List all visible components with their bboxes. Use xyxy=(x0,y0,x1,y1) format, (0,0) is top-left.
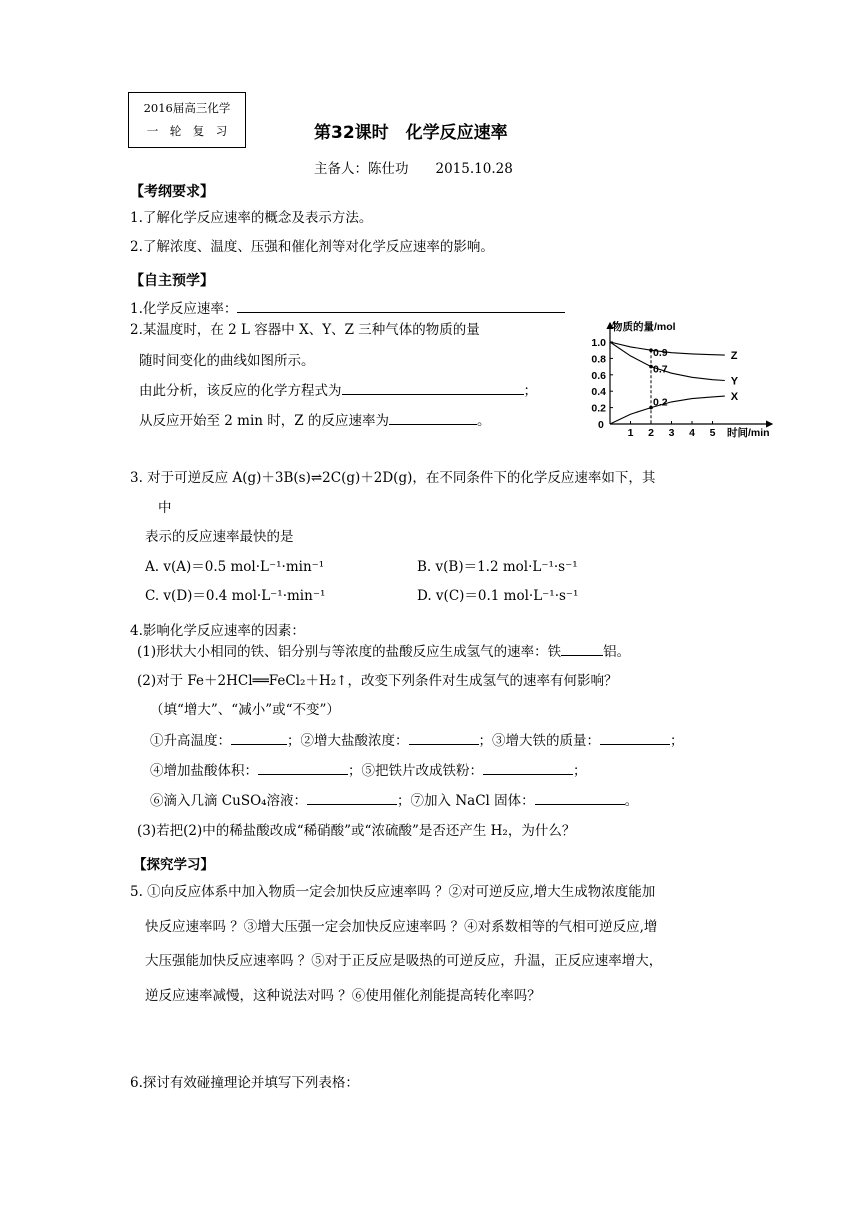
question-2-line4 xyxy=(139,409,490,429)
x-axis-label: 时间/min xyxy=(727,427,770,439)
item-label: ；⑦加入 NaCl 固体： xyxy=(397,793,535,809)
question-5-line: 快反应速率吗 ？③增大压强一定会加快反应速率吗 ？④对系数相等的气相可逆反应,增 xyxy=(145,919,658,935)
requirement-item: 2.了解浓度、温度、压强和催化剂等对化学反应速率的影响。 xyxy=(130,239,494,255)
answer-blank[interactable] xyxy=(483,760,573,775)
question-2-line2: 随时间变化的曲线如图所示。 xyxy=(139,353,315,369)
course-label-line1: 2016届高三化学 xyxy=(143,101,231,115)
data-label: 0.9 xyxy=(653,347,668,360)
option-d[interactable]: D. v(C)＝0.1 mol·L⁻¹·s⁻¹ xyxy=(417,588,579,604)
series-label-x: X xyxy=(730,391,739,404)
option-c[interactable]: C. v(D)＝0.4 mol·L⁻¹·min⁻¹ xyxy=(145,588,326,604)
section-heading-prestudy: 【自主预学】 xyxy=(130,273,214,289)
page-title: 第32课时 化学反应速率 xyxy=(314,123,508,143)
x-tick-label: 1 xyxy=(627,427,634,439)
question-1 xyxy=(130,297,565,317)
question-4-part1 xyxy=(137,640,630,660)
question-2-equation-prompt: 由此分析，该反应的化学方程式为 xyxy=(139,383,342,399)
course-label-box xyxy=(128,92,246,148)
item-label: ④增加盐酸体积： xyxy=(150,763,258,779)
origin-label: 0 xyxy=(598,419,604,431)
item-label: ⑥滴入几滴 CuSO₄溶液： xyxy=(150,793,308,809)
item-label: ；⑤把铁片改成铁粉： xyxy=(348,763,483,779)
question-6: 6.探讨有效碰撞理论并填写下列表格： xyxy=(130,1075,359,1091)
question-4-row3 xyxy=(150,789,638,809)
answer-blank[interactable] xyxy=(389,410,477,425)
question-3-line2: 中 xyxy=(158,500,172,516)
data-label: 0.7 xyxy=(653,363,668,376)
y-tick-label: 0.4 xyxy=(591,386,606,399)
question-5-line: 大压强能加快反应速率吗 ？⑤对于正反应是吸热的可逆反应，升温，正反应速率增大， xyxy=(145,953,663,969)
punctuation: 。 xyxy=(476,413,491,429)
y-tick-label: 0.2 xyxy=(591,402,606,415)
series-label-z: Z xyxy=(730,350,738,363)
item-label: ；③增大铁的质量： xyxy=(478,733,600,749)
answer-blank[interactable] xyxy=(307,790,397,805)
punctuation: ； xyxy=(573,763,587,779)
x-tick-label: 4 xyxy=(689,427,695,439)
question-3-line1: 3. 对于可逆反应 A(g)＋3B(s)⇌2C(g)＋2D(g)，在不同条件下的化学反应速率如下，其 xyxy=(130,470,656,486)
answer-blank[interactable] xyxy=(258,760,348,775)
answer-blank[interactable] xyxy=(561,641,603,656)
question-5-line: 5. ①向反应体系中加入物质一定会加快反应速率吗 ？②对可逆反应,增大生成物浓度能加 xyxy=(130,884,656,900)
x-tick-label: 2 xyxy=(648,427,654,439)
requirement-item: 1.了解化学反应速率的概念及表示方法。 xyxy=(130,210,373,226)
y-axis-label: 物质的量/mol xyxy=(612,321,676,333)
question-3-line3: 表示的反应速率最快的是 xyxy=(145,529,294,545)
x-tick-label: 3 xyxy=(668,427,675,439)
data-label: 0.2 xyxy=(653,396,668,409)
item-label: ①升高温度： xyxy=(150,733,231,749)
option-a[interactable]: A. v(A)＝0.5 mol·L⁻¹·min⁻¹ xyxy=(145,559,325,575)
y-tick-label: 1.0 xyxy=(591,337,606,349)
question-2-rate-prompt: 从反应开始至 2 min 时，Z 的反应速率为 xyxy=(139,413,389,429)
question-4-part1-text: (1)形状大小相同的铁、铝分别与等浓度的盐酸反应生成氢气的速率：铁 xyxy=(137,644,562,660)
amount-vs-time-chart xyxy=(586,318,786,440)
series-label-y: Y xyxy=(730,375,739,388)
section-heading-requirements: 【考纲要求】 xyxy=(130,184,214,200)
punctuation: ； xyxy=(670,733,684,749)
author-line: 主备人：陈仕功 2015.10.28 xyxy=(314,161,513,177)
answer-blank[interactable] xyxy=(237,298,565,313)
y-tick-label: 0.8 xyxy=(591,353,606,366)
option-b[interactable]: B. v(B)＝1.2 mol·L⁻¹·s⁻¹ xyxy=(417,559,578,575)
question-1-text: 1.化学反应速率： xyxy=(130,301,238,317)
course-label-line2: 一 轮 复 习 xyxy=(146,124,228,138)
punctuation: ； xyxy=(523,383,537,399)
answer-blank[interactable] xyxy=(342,380,524,395)
question-4-fill-note: （填“增大”、“减小”或“不变”） xyxy=(150,702,340,718)
answer-blank[interactable] xyxy=(535,790,625,805)
question-4-title: 4.影响化学反应速率的因素： xyxy=(130,623,305,639)
answer-blank[interactable] xyxy=(231,730,287,745)
question-4-row2 xyxy=(150,759,587,779)
question-2-line3 xyxy=(139,379,537,399)
question-2-line1: 2.某温度时，在 2 L 容器中 X、Y、Z 三种气体的物质的量 xyxy=(130,322,480,338)
question-4-row1 xyxy=(150,729,684,749)
punctuation: 。 xyxy=(624,793,639,809)
question-4-part2: (2)对于 Fe＋2HCl══FeCl₂＋H₂↑，改变下列条件对生成氢气的速率有何影响？ xyxy=(137,673,618,689)
answer-blank[interactable] xyxy=(600,730,670,745)
item-label: ；②增大盐酸浓度： xyxy=(287,733,409,749)
section-heading-inquiry: 【探究学习】 xyxy=(133,857,214,873)
question-5-line: 逆反应速率减慢，这种说法对吗 ？⑥使用催化剂能提高转化率吗？ xyxy=(145,988,541,1004)
answer-blank[interactable] xyxy=(409,730,479,745)
x-tick-label: 5 xyxy=(709,427,716,439)
y-tick-label: 0.6 xyxy=(591,369,606,382)
question-4-part1-tail: 铝。 xyxy=(603,644,631,660)
question-4-part3: (3)若把(2)中的稀盐酸改成“稀硝酸”或“浓硫酸”是否还产生 H₂，为什么？ xyxy=(137,823,576,839)
